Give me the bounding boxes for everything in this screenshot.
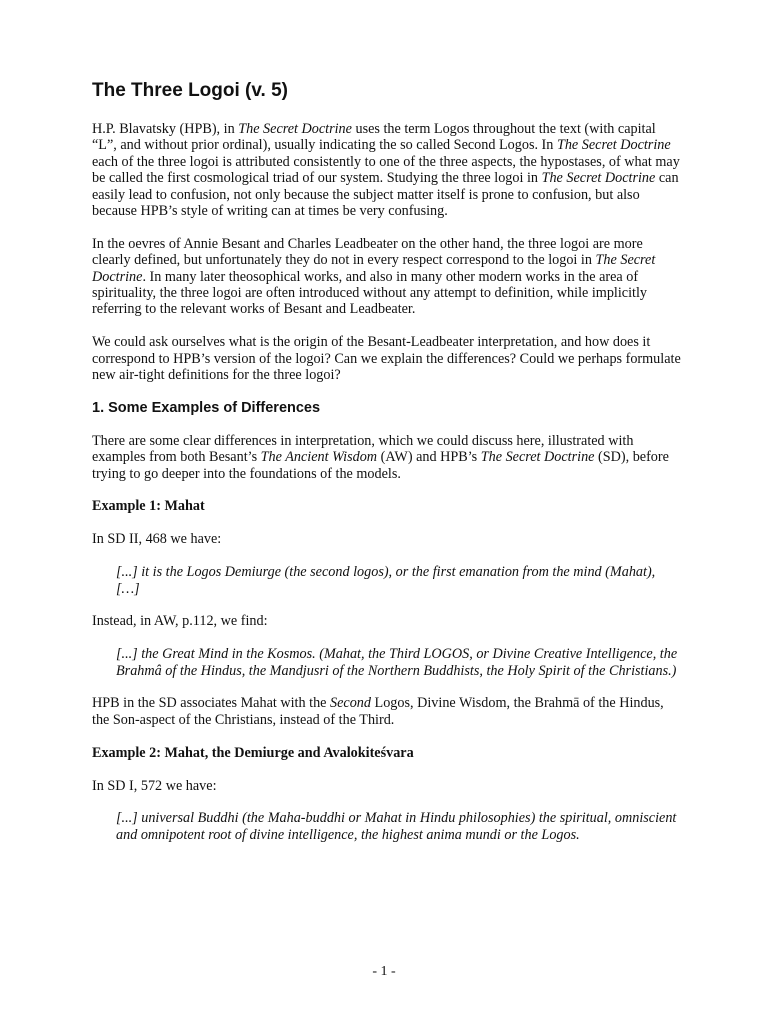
italic-word: Second — [330, 695, 371, 712]
text-run: (AW) and HPB’s — [377, 449, 481, 466]
italic-title: The Secret Doctrine — [238, 121, 352, 137]
paragraph-mahat — [92, 695, 682, 728]
paragraph-differences — [92, 433, 682, 482]
paragraph-citation: In SD I, 572 we have: — [92, 777, 217, 794]
italic-title: The Secret Doctrine — [556, 137, 671, 154]
text-run: In the oevres of Annie Besant and Charles Leadbeater on the other hand, the three logoi are more clearly defined, but unfortunately they do not in every respect correspond to the logoi in — [92, 235, 643, 269]
example-heading: Example 2: Mahat, the Demiurge and Avalokiteśvara — [92, 744, 414, 761]
page-title: The Three Logoi (v. 5) — [92, 80, 288, 101]
text-run: There are some clear differences in interpretation, which we could discuss here, illustrated with examples from both Besant’s — [92, 432, 634, 466]
text-run: . In many later theosophical works, and also in many other modern works in the area of spirituality, the three logoi are often introduced without any attempt to definition, while implicitly referring to the relevant works of Besant and Leadbeater. — [92, 268, 648, 318]
italic-title: The Secret Doctrine — [92, 252, 656, 285]
paragraph-intro — [92, 121, 682, 219]
text-run: Logos, Divine Wisdom, the Brahmā of the Hindus, the Son-aspect of the Christians, instead of the Third. — [92, 695, 664, 728]
paragraph-citation: Instead, in AW, p.112, we find: — [92, 613, 268, 630]
italic-title: The Secret Doctrine — [480, 449, 595, 466]
document-body — [92, 80, 682, 860]
page-number: - 1 - — [372, 964, 396, 979]
text-run: can easily lead to confusion, not only because the subject matter itself is prone to confusion, but also because HPB’s style of writing can at times be very confusing. — [92, 170, 679, 220]
block-quote: [...] universal Buddhi (the Maha-buddhi or Mahat in Hindu philosophies) the spiritual, omniscient and omnipotent root of divine intelligence, the highest anima mundi or the Logos. — [116, 810, 677, 843]
example-heading: Example 1: Mahat — [92, 498, 205, 515]
text-run: each of the three logoi is attributed consistently to one of the three aspects, the hypostases, of what may be called the first cosmological triad of our system. Studying the three logoi in — [92, 153, 680, 187]
italic-title: The Ancient Wisdom — [260, 449, 378, 466]
text-run: uses the term Logos throughout the text (with capital “L”, and without prior ordinal), usually indicating the so called Second Logos. In — [92, 121, 656, 154]
block-quote: [...] the Great Mind in the Kosmos. (Mahat, the Third LOGOS, or Divine Creative Intelligence, the Brahmâ of the Hindus, the Mandjusri of the Northern Buddhists, the Holy Spirit of the Christians.) — [116, 646, 678, 679]
text-run: HPB in the SD associates Mahat with the — [92, 695, 331, 712]
section-heading: 1. Some Examples of Differences — [92, 399, 321, 416]
paragraph-questions: We could ask ourselves what is the origin of the Besant-Leadbeater interpretation, and how does it correspond to HPB’s version of the logoi? Can we explain the differences? Could we perhaps formulate new air-tight definitions for the three logoi? — [92, 334, 681, 384]
text-run: H.P. Blavatsky (HPB), in — [92, 121, 239, 137]
block-quote: [...] it is the Logos Demiurge (the second logos), or the first emanation from the mind (Mahat), […] — [116, 564, 656, 597]
paragraph-citation: In SD II, 468 we have: — [92, 531, 222, 548]
italic-title: The Secret Doctrine — [541, 170, 656, 187]
paragraph-besant — [92, 236, 682, 318]
text-run: (SD), before trying to go deeper into the foundations of the models. — [92, 449, 669, 482]
